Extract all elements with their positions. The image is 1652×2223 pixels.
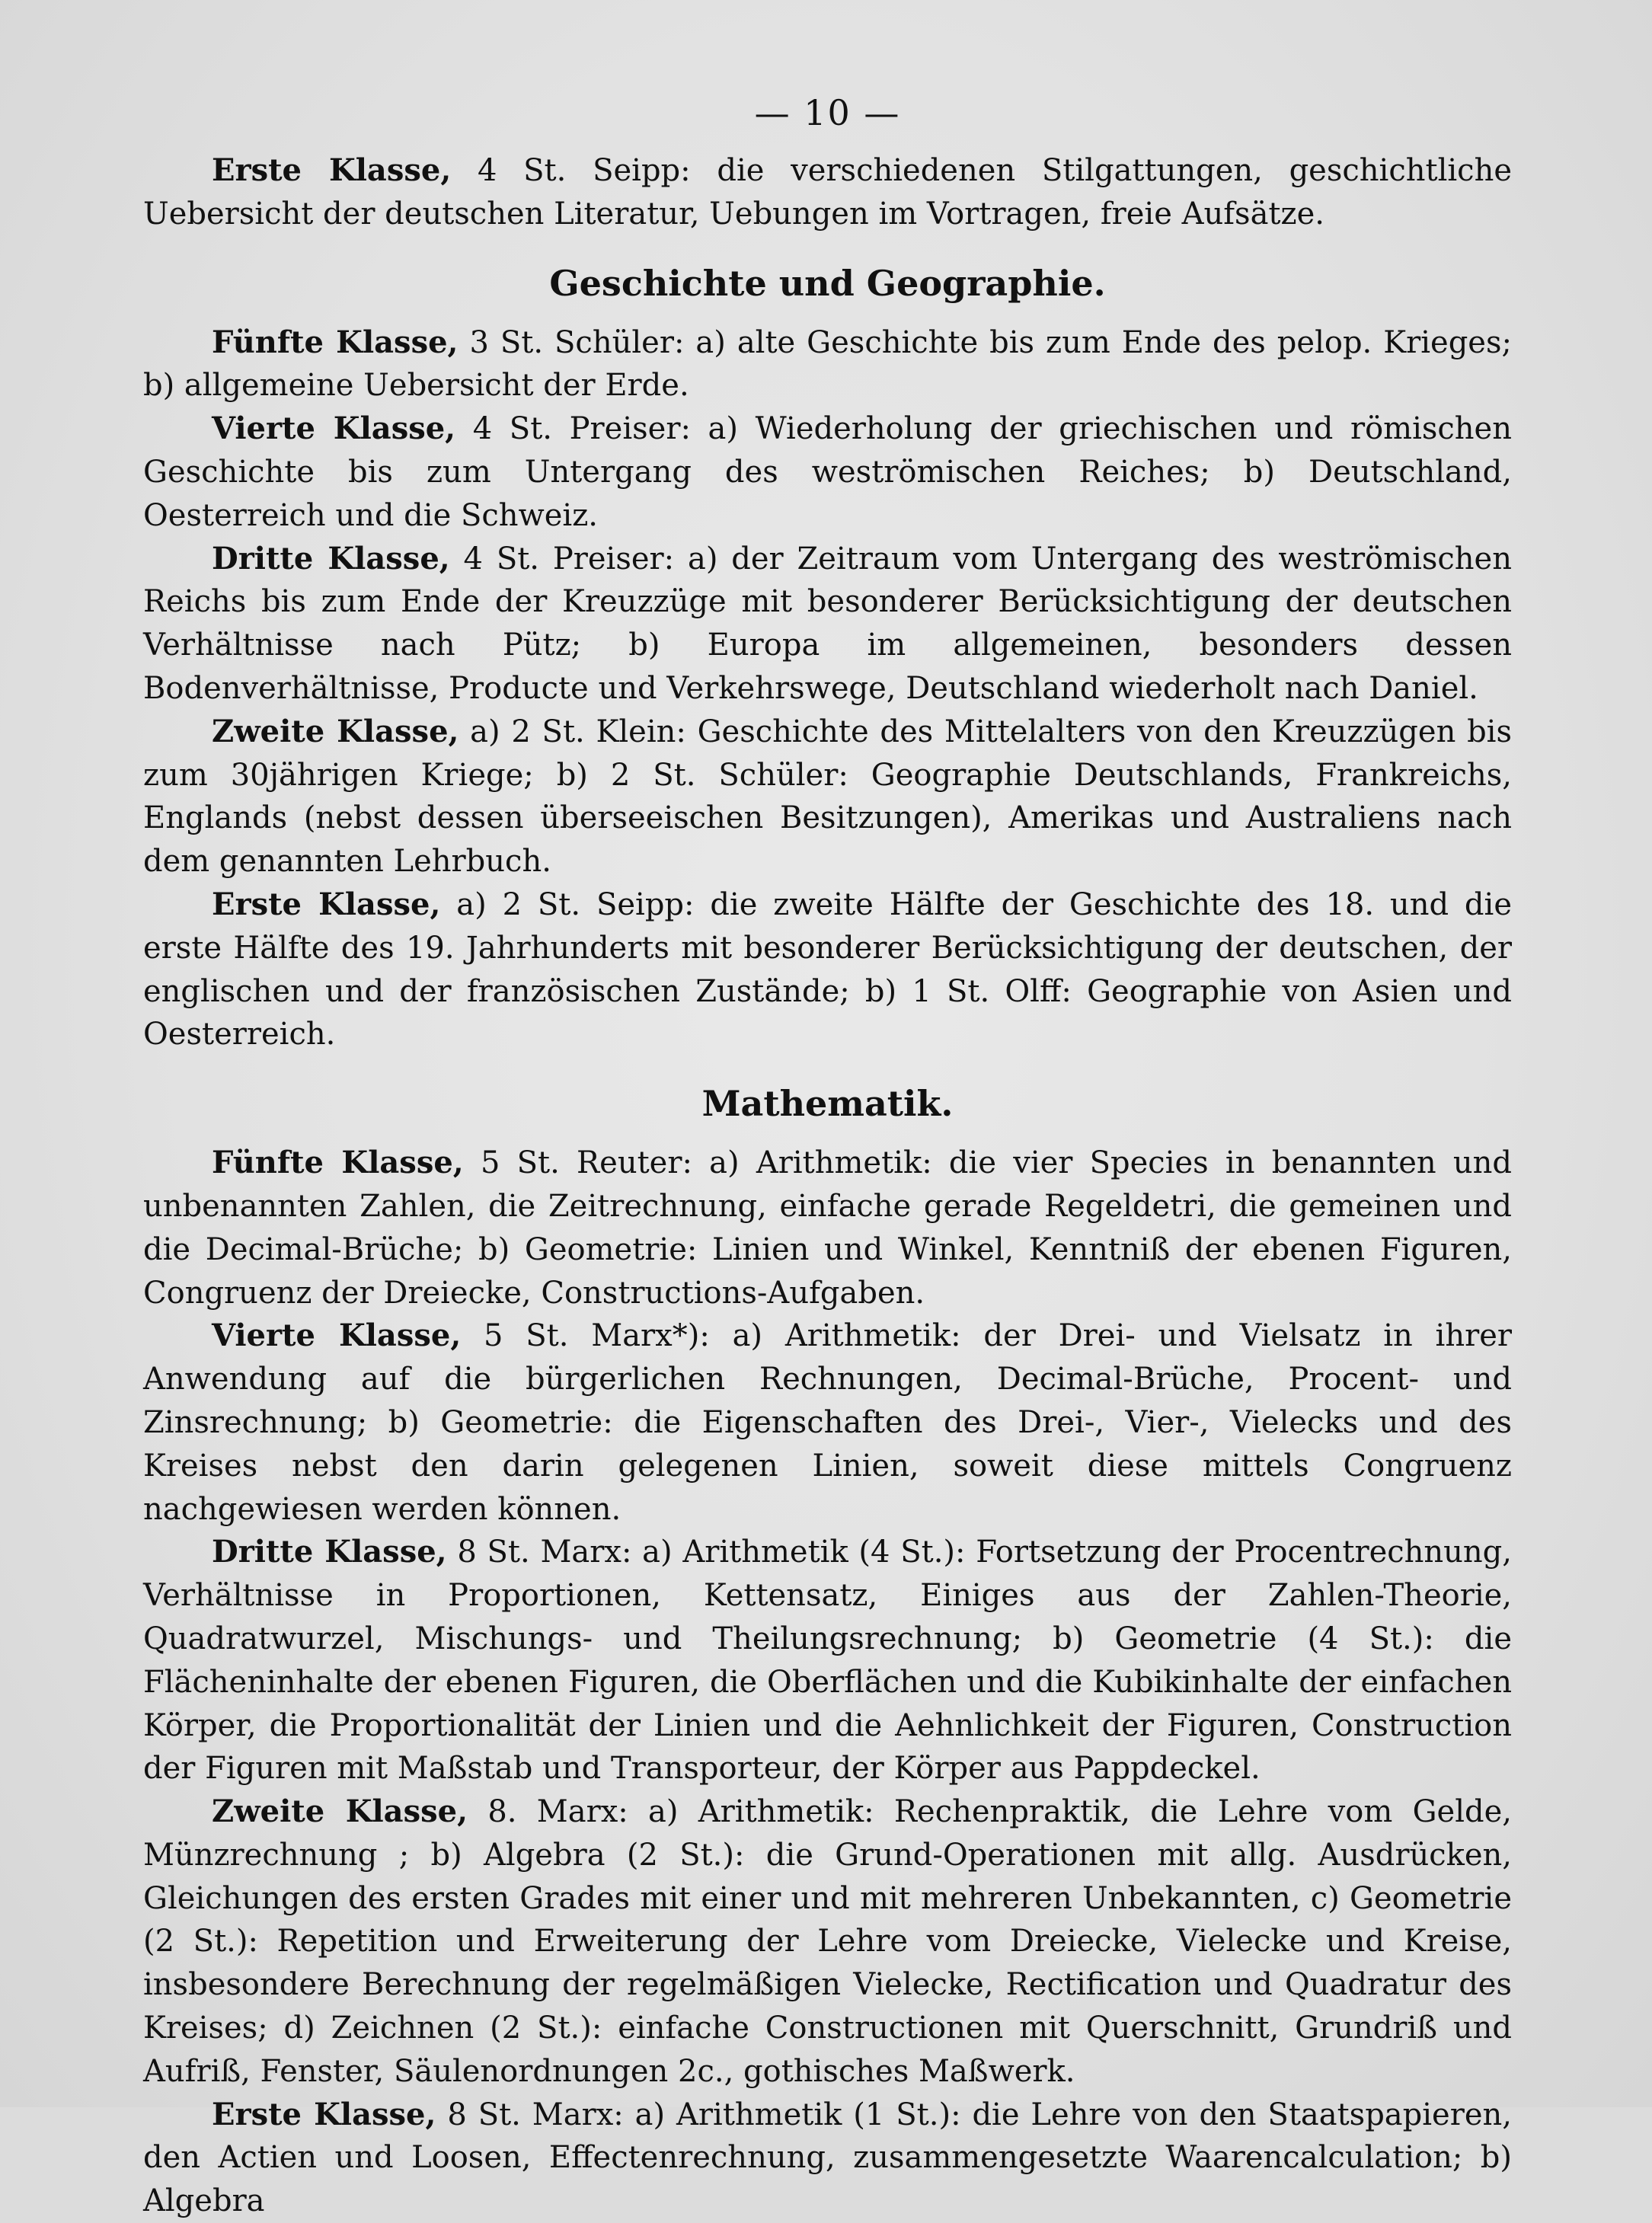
paragraph-text: 5 St. Marx*): a) Arithmetik: der Drei- und Vielsatz in ihrer Anwendung auf die bürgerlichen Rechnungen, Decimal-Brüche, Procent- und Zinsrechnung; b) Geometrie: die Eigenschaften des Drei-, Vier-, Vielecks und des Kreises nebst den darin gelegenen Linien, soweit diese mittels Congruenz nachgewiesen werden können. bbox=[143, 1318, 1512, 1527]
page-content bbox=[143, 90, 1512, 2223]
paragraph-text: 8 St. Marx: a) Arithmetik (1 St.): die Lehre von den Staatspapieren, den Actien und Loosen, Effectenrechnung, zusammengesetzte Waarencalculation; b) Algebra bbox=[143, 2097, 1512, 2219]
paragraph-text: 5 St. Reuter: a) Arithmetik: die vier Species in benannten und unbenannten Zahlen, die Zeitrechnung, einfache gerade Regeldetri, die gemeinen und die Decimal-Brüche; b) Geometrie: Linien und Winkel, Kenntniß der ebenen Figuren, Congruenz der Dreiecke, Constructions-Aufgaben. bbox=[143, 1145, 1512, 1311]
paragraph-mathematik-erste bbox=[143, 2094, 1512, 2223]
klasse-label: Dritte Klasse, bbox=[212, 1534, 447, 1570]
paragraph-deutsch-erste bbox=[143, 149, 1512, 236]
klasse-label: Erste Klasse, bbox=[212, 2096, 436, 2132]
paragraph-geschichte-fuenfte bbox=[143, 321, 1512, 408]
paragraph-geschichte-erste bbox=[143, 883, 1512, 1056]
paragraph-text: a) 2 St. Klein: Geschichte des Mittelalters von den Kreuzzügen bis zum 30jährigen Kriege; b) 2 St. Schüler: Geographie Deutschlands, Frankreichs, Englands (nebst dessen überseeischen Besitzungen), Amerikas und Australiens nach dem genannten Lehrbuch. bbox=[143, 714, 1513, 880]
paragraph-text: 8. Marx: a) Arithmetik: Rechenpraktik, die Lehre vom Gelde, Münzrechnung ; b) Algebra (2 St.): die Grund-Operationen mit allg. Ausdrücken, Gleichungen des ersten Grades mit einer und mit mehreren Unbekannten, c) Geometrie (2 St.): Repetition und Erweiterung der Lehre vom Dreiecke, Vielecke und Kreise, insbesondere Berechnung der regelmäßigen Vielecke, Rectification und Quadratur des Kreises; d) Zeichnen (2 St.): einfache Constructionen mit Querschnitt, Grundriß und Aufriß, Fenster, Säulenordnungen 2c., gothisches Maßwerk. bbox=[143, 1794, 1513, 2089]
paragraph-text: 8 St. Marx: a) Arithmetik (4 St.): Fortsetzung der Procentrechnung, Verhältnisse in Proportionen, Kettensatz, Einiges aus der Zahlen-Theorie, Quadratwurzel, Mischungs- und Theilungsrechnung; b) Geometrie (4 St.): die Flächeninhalte der ebenen Figuren, die Oberflächen und die Kubikinhalte der einfachen Körper, die Proportionalität der Linien und die Aehnlichkeit der Figuren, Construction der Figuren mit Maßstab und Transporteur, der Körper aus Pappdeckel. bbox=[143, 1535, 1513, 1787]
klasse-label: Fünfte Klasse, bbox=[212, 324, 459, 360]
paragraph-mathematik-fuenfte bbox=[143, 1142, 1512, 1314]
klasse-label: Erste Klasse, bbox=[212, 152, 452, 188]
klasse-label: Fünfte Klasse, bbox=[212, 1145, 464, 1181]
paragraph-mathematik-vierte bbox=[143, 1314, 1512, 1531]
klasse-label: Dritte Klasse, bbox=[212, 540, 450, 577]
paragraph-text: 4 St. Seipp: die verschiedenen Stilgattungen, geschichtliche Uebersicht der deutschen Literatur, Uebungen im Vortragen, freie Aufsätze. bbox=[143, 153, 1512, 232]
paragraph-text: a) 2 St. Seipp: die zweite Hälfte der Geschichte des 18. und die erste Hälfte des 19. Jahrhunderts mit besonderer Berücksichtigung der deutschen, der englischen und der französischen Zustände; b) 1 St. Olff: Geographie von Asien und Oesterreich. bbox=[143, 886, 1512, 1052]
section-heading-geschichte: Geschichte und Geographie. bbox=[549, 262, 1106, 304]
paragraph-text: 4 St. Preiser: a) der Zeitraum vom Untergang des weströmischen Reichs bis zum Ende der Kreuzzüge mit besonderer Berücksichtigung der deutschen Verhältnisse nach Pütz; b) Europa im allgemeinen, besonders dessen Bodenverhältnisse, Producte und Verkehrswege, Deutschland wiederholt nach Daniel. bbox=[143, 541, 1512, 706]
klasse-label: Erste Klasse, bbox=[212, 886, 441, 922]
paragraph-geschichte-vierte bbox=[143, 407, 1512, 537]
klasse-label: Zweite Klasse, bbox=[212, 713, 459, 749]
section-heading-mathematik: Mathematik. bbox=[701, 1083, 954, 1125]
klasse-label: Vierte Klasse, bbox=[212, 1318, 462, 1354]
paragraph-geschichte-zweite bbox=[143, 711, 1512, 883]
paragraph-text: 3 St. Schüler: a) alte Geschichte bis zum Ende des pelop. Krieges; b) allgemeine Uebersicht der Erde. bbox=[143, 324, 1512, 404]
paragraph-text: 4 St. Preiser: a) Wiederholung der griechischen und römischen Geschichte bis zum Untergang des weströmischen Reiches; b) Deutschland, Oesterreich und die Schweiz. bbox=[143, 411, 1512, 533]
paragraph-mathematik-dritte bbox=[143, 1531, 1512, 1790]
page-number: — 10 — bbox=[754, 92, 901, 133]
paragraph-mathematik-zweite bbox=[143, 1790, 1512, 2094]
klasse-label: Zweite Klasse, bbox=[212, 1793, 468, 1830]
paragraph-geschichte-dritte bbox=[143, 538, 1512, 711]
klasse-label: Vierte Klasse, bbox=[212, 410, 456, 447]
